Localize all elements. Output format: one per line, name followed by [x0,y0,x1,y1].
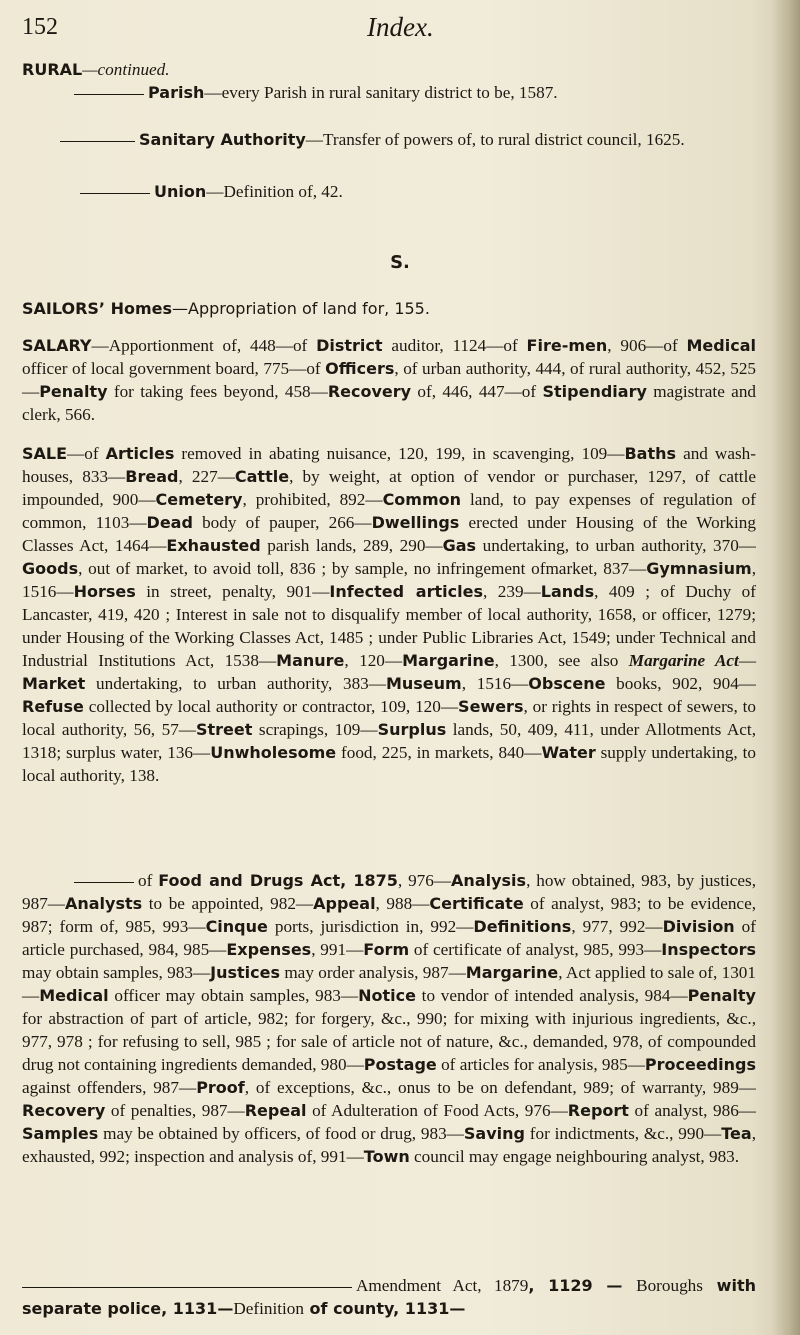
text: , 1300, see also [494,651,629,670]
keyword: Unwholesome [210,743,337,762]
keyword: Horses [73,582,136,601]
keyword: Report [567,1101,629,1120]
entry-rural-union [22,180,756,203]
keyword: Proceedings [644,1055,756,1074]
text: for taking fees beyond, 458— [107,382,328,401]
keyword: District [316,336,383,355]
text: of [138,871,159,890]
text: scrapings, 109— [252,720,378,739]
term-sailors-homes: SAILORS’ Homes [22,299,173,318]
text: erected under Housing of the Working Classes Act, 1464— [22,513,756,555]
text: , or rights in respect of sewers, to local authority, 56, 57— [22,697,756,739]
text: body of pauper, 266— [192,513,372,532]
ditto-dash [80,193,150,194]
keyword: Appeal [313,894,376,913]
text: , 991— [311,940,364,959]
keyword: Medical [686,336,756,355]
ditto-dash [74,882,134,883]
keyword: Officers [325,359,395,378]
keyword: Division [662,917,735,936]
text: Definition [233,1299,304,1318]
entry-amendment-act [22,1274,756,1320]
text: , out of market, to avoid toll, 836 ; by sample, no infringement ofmarket, 837— [78,559,647,578]
keyword: of county, 1131— [303,1299,466,1318]
keyword: Margarine [465,963,559,982]
text: parish lands, 289, 290— [260,536,443,555]
text: may be obtained by officers, of food or drug, 983— [98,1124,464,1143]
heading-rural: RURAL [22,60,83,79]
text: , by weight, at option of vendor or purchaser, 1297, of cattle impounded, 900— [22,467,756,509]
text-union: —Definition of, 42. [206,182,343,201]
page-title: Index. [367,12,434,42]
text-sailors: —Appropriation of land for, 155. [172,299,430,318]
entry-food-and-drugs [22,869,756,1168]
keyword: , 1129 — [528,1276,637,1295]
keyword: Form [363,940,410,959]
keyword: Fire-men [526,336,608,355]
keyword: Manure [276,651,345,670]
running-header [22,14,742,54]
keyword: Penalty [39,382,108,401]
text: of, 446, 447—of [411,382,543,401]
keyword: Goods [22,559,79,578]
text: officer may obtain samples, 983— [108,986,359,1005]
keyword: Inspectors [661,940,757,959]
keyword: Tea [721,1124,752,1143]
text: , Act applied to sale of, 1301— [22,963,756,1005]
keyword: Proof [196,1078,245,1097]
keyword: Exhausted [166,536,261,555]
text: undertaking, to urban authority, 370— [476,536,756,555]
term-salary: SALARY [22,336,92,355]
text: for indictments, &c., 990— [524,1124,722,1143]
keyword: Street [195,720,253,739]
text: , 120— [344,651,403,670]
keyword: Food and Drugs Act, 1875 [158,871,398,890]
entry-sailors [22,297,756,320]
text: , of urban authority, 444, of rural authority, 452, 525— [22,359,757,401]
text: in street, penalty, 901— [135,582,330,601]
keyword: Obscene [528,674,606,693]
keyword: Expenses [226,940,312,959]
text: for abstraction of part of article, 982; for forgery, &c., 990; for mixing with injurious ingredients, &c., 977, 978 ; for refusing to sell, 985 ; for sale of article not of nature, &c., demanded, 978, of compounded drug not containing ingredients demanded, 980— [22,1009,756,1074]
text: , 1516— [461,674,529,693]
text: of analyst, 986— [628,1101,756,1120]
keyword: Cattle [234,467,290,486]
keyword: Notice [358,986,416,1005]
keyword: Gymnasium [646,559,752,578]
text: , 906—of [607,336,687,355]
text: ports, jurisdiction in, 992— [267,917,474,936]
keyword: with separate police, 1131— [22,1276,756,1318]
text: , 977, 992— [571,917,663,936]
keyword: Town [363,1147,410,1166]
keyword: Analysts [64,894,143,913]
text: —Apportionment of, 448—of [91,336,317,355]
text: officer of local government board, 775—of [22,359,326,378]
keyword: Justices [210,963,280,982]
keyword: Definitions [473,917,572,936]
text: , prohibited, 892— [242,490,383,509]
keyword: Museum [385,674,462,693]
keyword: Recovery [22,1101,106,1120]
continued-label: —continued. [82,60,170,79]
ditto-dash [74,94,144,95]
ditto-dash [22,1287,352,1288]
keyword: Dead [146,513,193,532]
text: of penalties, 987— [105,1101,245,1120]
ditto-dash [60,141,135,142]
keyword: Recovery [327,382,412,401]
text: , exhausted, 992; inspection and analysis of, 991— [22,1124,756,1166]
text: of articles for analysis, 985— [436,1055,645,1074]
text: lands, 50, 409, 411, under Allotments Act, 1318; surplus water, 136— [22,720,756,762]
keyword: Articles [105,444,175,463]
text: books, 902, 904— [605,674,756,693]
text: —of [67,444,106,463]
term-sanitary-authority: Sanitary Authority [139,130,306,149]
text: supply undertaking, to local authority, 138. [22,743,756,785]
text: — [738,651,757,670]
page-number: 152 [22,14,58,40]
text: Amendment Act, 1879 [356,1276,529,1295]
keyword: Samples [22,1124,99,1143]
keyword: Certificate [429,894,524,913]
term-parish: Parish [148,83,205,102]
text: , 1516— [22,559,756,601]
text: auditor, 1124—of [382,336,527,355]
keyword: Medical [39,986,109,1005]
text: of Adulteration of Food Acts, 976— [306,1101,568,1120]
text: to be appointed, 982— [142,894,314,913]
keyword: Margarine [402,651,495,670]
keyword: Repeal [244,1101,307,1120]
keyword: Saving [463,1124,525,1143]
keyword: Refuse [22,697,84,716]
text: of certificate of analyst, 985, 993— [409,940,662,959]
text: , of exceptions, &c., onus to be on defendant, 989; of warranty, 989— [244,1078,756,1097]
text: of analyst, 983; to be evidence, 987; form of, 985, 993— [22,894,756,936]
keyword: Surplus [377,720,447,739]
text: undertaking, to urban authority, 383— [85,674,386,693]
keyword: Market [22,674,86,693]
text: land, to pay expenses of regulation of common, 1103— [22,490,756,532]
entry-salary [22,334,756,426]
keyword: Sewers [458,697,524,716]
keyword: Baths [624,444,677,463]
text-sanitary-authority: —Transfer of powers of, to rural district council, 1625. [305,130,685,149]
text: , how obtained, 983, by justices, 987— [22,871,756,913]
keyword: Postage [363,1055,437,1074]
text: , 976— [397,871,452,890]
text: may obtain samples, 983— [22,963,211,982]
text-parish: —every Parish in rural sanitary district to be, 1587. [204,83,558,102]
keyword: Stipendiary [542,382,647,401]
term-union: Union [154,182,207,201]
term-sale: SALE [22,444,68,463]
text: and wash-houses, 833— [22,444,756,486]
keyword: Cemetery [155,490,243,509]
keyword: Cinque [205,917,268,936]
text: Boroughs [636,1276,703,1295]
text: removed in abating nuisance, 120, 199, in scavenging, 109— [174,444,625,463]
entry-sale [22,442,756,787]
section-letter: S. [390,252,410,273]
text: , 988— [375,894,430,913]
keyword: Infected articles [329,582,483,601]
keyword: Dwellings [371,513,460,532]
text: food, 225, in markets, 840— [336,743,542,762]
text: against offenders, 987— [22,1078,197,1097]
text: , 239— [482,582,541,601]
text: may order analysis, 987— [280,963,466,982]
text: of article purchased, 984, 985— [22,917,757,959]
page-edge-shadow [772,0,800,1335]
entry-rural-sanitary [22,128,756,151]
keyword: Gas [442,536,477,555]
keyword: Penalty [687,986,756,1005]
text: , 409 ; of Duchy of Lancaster, 419, 420 ; Interest in sale not to disqualify member of local authority, 1658, or officer, 1279; under Housing of the Working Classes Act, 1485 ; under Public Libraries Act, 1549; under Technical and Industrial Institutions Act, 1538— [22,582,756,670]
entry-rural-parish [22,58,756,104]
keyword: Bread [125,467,179,486]
keyword: Analysis [451,871,527,890]
text: , 227— [178,467,235,486]
text: council may engage neighbouring analyst, 983. [409,1147,740,1166]
keyword: Margarine Act [628,651,739,670]
keyword: Water [541,743,596,762]
text: to vendor of intended analysis, 984— [415,986,688,1005]
text: magistrate and clerk, 566. [22,382,757,424]
keyword: Lands [540,582,595,601]
text: collected by local authority or contractor, 109, 120— [83,697,459,716]
keyword: Common [382,490,462,509]
